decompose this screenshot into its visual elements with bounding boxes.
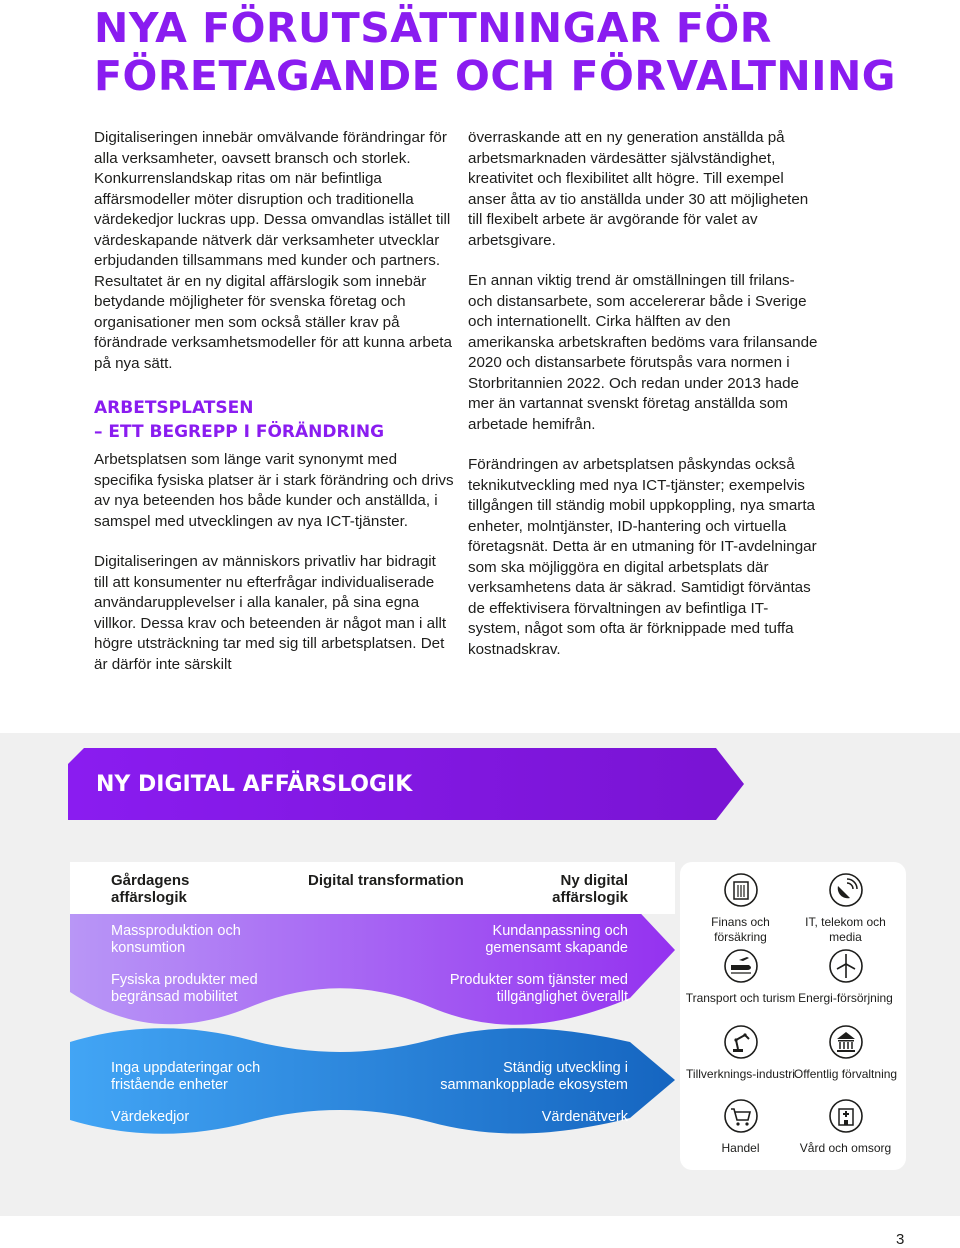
new-logic-item-3: Ständig utveckling i sammankopplade ekosystem (440, 1060, 628, 1093)
industry-healthcare (789, 1098, 902, 1156)
wind-turbine-icon (828, 948, 864, 984)
privacy-paragraph: Digitaliseringen av människors privatliv har bidragit till att konsumenter nu efterfrågar individualiserade användarupplevelser i alla kanaler, på sina egna villkor. Dessa krav och beteenden är något man i allt högre utsträckning tar med sig till arbetsplatsen. Det är därför inte särskilt (94, 553, 447, 673)
industry-transport (684, 948, 797, 1006)
freelance-paragraph: En annan viktig trend är omställningen till frilans- och distansarbete, som accelererar både i Sverige och internationellt. Cirka hälften av den amerikanska arbetskraften bedöms vara frilansande 2020 och distansarbete förutspås vara normen i Storbritannien 2022. Och redan under 2013 hade mer än vartannat svenskt företag anställda som arbetade hemifrån. (468, 272, 818, 433)
bank-building-icon (723, 872, 759, 908)
shopping-cart-icon (723, 1098, 759, 1134)
intro-paragraph: Digitaliseringen innebär omvälvande förändringar för alla verksamheter, oavsett bransch och storlek. Konkurrenslandskap ritas om när befintliga affärsmodeller möter disruption och traditionella värdekedjor luckras upp. Dessa omvandlas istället till värdeskapande nätverk där verksamheter utvecklar erbjudanden tillsammans med kunder och partners. Resultatet är en ny digital affärslogik som innebär betydande möjligheter för svenska företag och organisationer men som också ställer krav på förändrade verksamhetsmodeller för att kunna arbeta på nya sätt. (94, 129, 452, 372)
section-heading (94, 396, 454, 444)
train-plane-icon (723, 948, 759, 984)
section-heading-line-2: – ETT BEGREPP I FÖRÄNDRING (94, 422, 385, 442)
industry-retail (684, 1098, 797, 1156)
industry-it-telecom (789, 872, 902, 945)
old-logic-item-1: Massproduktion och konsumtion (111, 923, 241, 956)
banner-title: NY DIGITAL AFFÄRSLOGIK (96, 772, 413, 797)
industry-manufacturing (684, 1024, 797, 1082)
robot-arm-icon (723, 1024, 759, 1060)
satellite-dish-icon (828, 872, 864, 908)
section-heading-line-1: ARBETSPLATSEN (94, 398, 254, 418)
new-logic-item-1: Kundanpassning och gemensamt skapande (485, 923, 628, 956)
new-logic-item-4: Värdenätverk (541, 1109, 628, 1125)
industry-label: Tillverknings-industri (686, 1067, 795, 1081)
old-logic-item-3: Inga uppdateringar och fristående enheter (111, 1060, 261, 1093)
page-number: 3 (896, 1231, 905, 1248)
industry-panel (680, 862, 906, 1170)
page-title-line-1: NYA FÖRUTSÄTTNINGAR FÖR (94, 4, 772, 52)
workplace-paragraph: Arbetsplatsen som länge varit synonymt med specifika fysiska platser är i stark förändring och drivs av nya beteenden hos både kunder och anställda, i samspel med utvecklingen av nya ICT-tjänster. (94, 451, 454, 530)
old-logic-item-4: Värdekedjor (111, 1109, 190, 1125)
industry-label: Vård och omsorg (799, 1141, 892, 1155)
industry-label: Energi-försörjning (798, 991, 893, 1005)
digital-transformation-heading: Digital transformation (308, 872, 464, 889)
industry-label: Finans och försäkring (711, 915, 770, 944)
government-building-icon (828, 1024, 864, 1060)
left-text-column (94, 128, 454, 695)
industry-label: Offentlig förvaltning (793, 1067, 898, 1081)
banner-arrow-tip (716, 748, 744, 820)
industry-label: Handel (721, 1141, 760, 1155)
new-logic-heading: Ny digital affärslogik (552, 872, 628, 906)
right-text-column (468, 128, 818, 680)
new-logic-item-2: Produkter som tjänster med tillgänglighet överallt (449, 972, 628, 1005)
old-logic-item-2: Fysiska produkter med begränsad mobilitet (111, 972, 258, 1005)
industry-label: IT, telekom och media (805, 915, 886, 944)
technology-paragraph: Förändringen av arbetsplatsen påskyndas också teknikutveckling med nya ICT-tjänster; exempelvis tillgången till ständig mobil uppkoppling, nya smarta enheter, molntjänster, ID-hantering och virtuella företagsnät. Detta är en utmaning för IT-avdelningar som ska möjliggöra en digital arbetsplats där verksamhetens data är säkrad. Samtidigt förväntas de effektivisera förvaltningen av befintliga IT-system, något som ofta är förknippade med tuffa kostnadskrav. (468, 456, 817, 658)
industry-label: Transport och turism (685, 991, 796, 1005)
industry-energy (789, 948, 902, 1006)
hospital-icon (828, 1098, 864, 1134)
transformation-arrows (70, 862, 675, 1182)
industry-public-sector (789, 1024, 902, 1082)
generation-paragraph: överraskande att en ny generation anställda på arbetsmarknaden värdesätter självständighet, kreativitet och flexibilitet allt högre. Till exempel anser åtta av tio anställda under 30 att möjligheten till flexibelt arbete är avgörande för valet av arbetsgivare. (468, 129, 809, 249)
page-title (94, 4, 896, 100)
transformation-diagram (70, 862, 675, 1125)
industry-finance (684, 872, 797, 945)
page-title-line-2: FÖRETAGANDE OCH FÖRVALTNING (94, 52, 896, 100)
banner-notch (68, 748, 84, 764)
old-logic-heading: Gårdagens affärslogik (111, 872, 190, 906)
